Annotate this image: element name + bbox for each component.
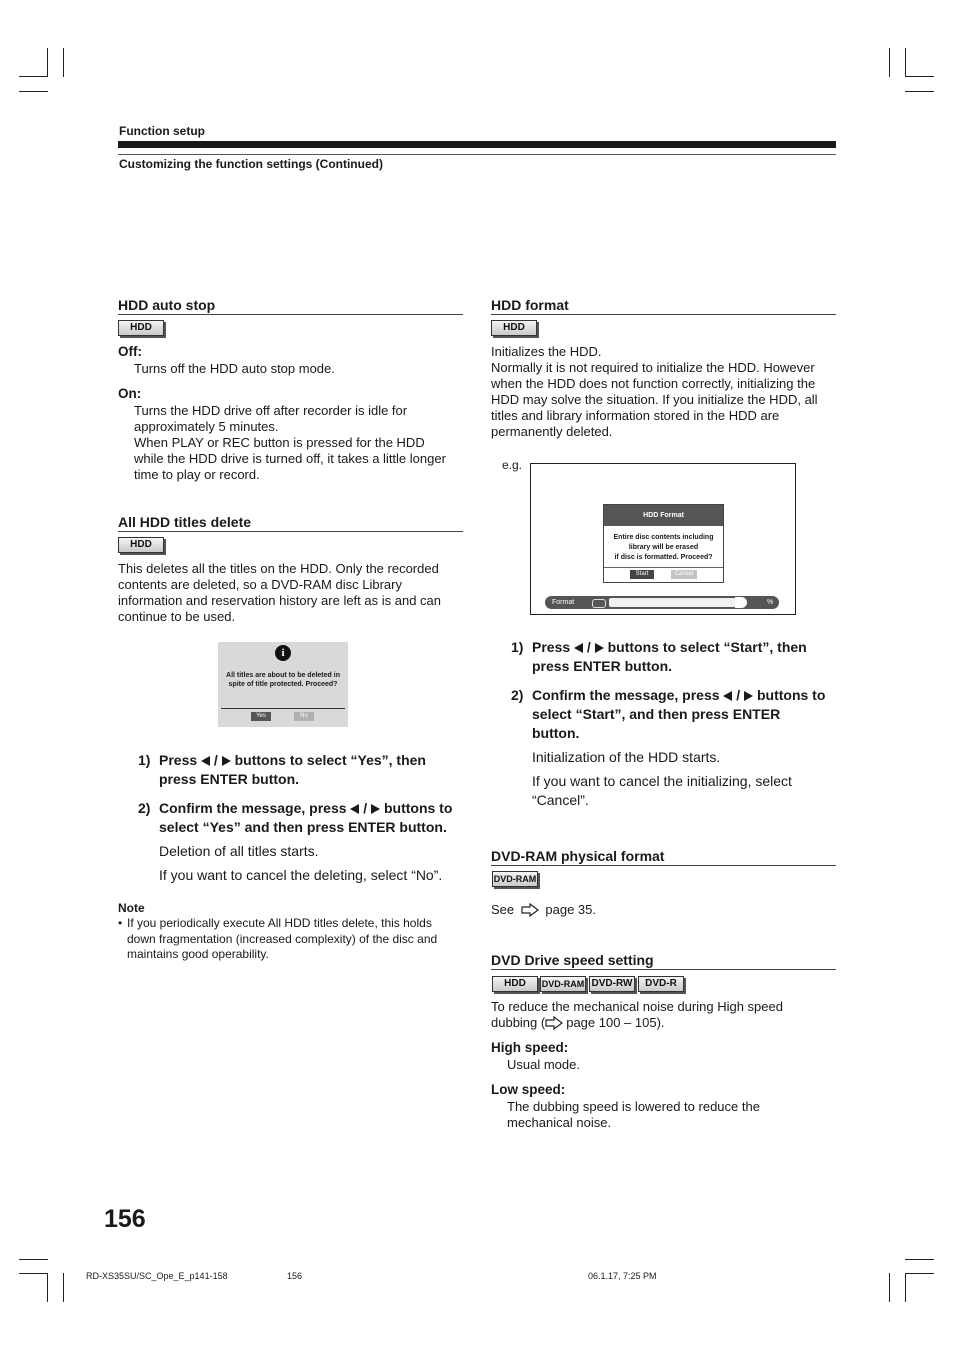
high-speed-text: Usual mode. [507, 1057, 580, 1072]
format-progress-end [735, 597, 747, 608]
hdd-format-description: Initializes the HDD. Normally it is not required to initialize the HDD. However when the HDD does not function correctly, initializing the HDD may solve the situation. If you initialize the HDD, all titles and library information stored in the HDD are permanently deleted. [491, 344, 818, 439]
dvd-ram-tag: DVD-RAM [492, 871, 538, 887]
footer-page: 156 [287, 1271, 303, 1281]
on-text: Turns the HDD drive off after recorder is idle for approximately 5 minutes. When PLAY or REC button is pressed for the HDD while the HDD drive is turned off, it takes a little longer time to play or record. [134, 403, 446, 482]
page-subtitle: Customizing the function settings (Continued) [119, 157, 383, 171]
format-step-1: 1) Press / buttons to select “Start”, then press ENTER button. [511, 639, 807, 674]
footer-date: 06.1.17, 7:25 PM [588, 1271, 657, 1281]
subtitle-rule [118, 154, 836, 155]
format-dialog [603, 504, 724, 583]
right-arrow-icon [222, 756, 231, 766]
note-text: If you periodically execute All HDD titles delete, this holds down fragmentation (increased complexity) of the disc and maintains good operability. [127, 916, 438, 961]
delete-after-2: If you want to cancel the deleting, select “No”. [159, 867, 443, 883]
delete-description: This deletes all the titles on the HDD. Only the recorded contents are deleted, so a DVD-RAM disc Library information and reservation history are left as is and can continue to be used. [118, 561, 442, 624]
speed-description: To reduce the mechanical noise during High speed dubbing ( page 100 – 105). [491, 999, 783, 1030]
note-title: Note [118, 901, 145, 915]
dvd-ram-see-line: See page 35. [491, 902, 596, 917]
hdd-format-title: HDD format [491, 297, 836, 315]
format-bar-label: Format [552, 599, 575, 606]
left-arrow-icon [723, 691, 732, 701]
all-hdd-titles-delete-title: All HDD titles delete [118, 514, 463, 532]
hdd-tag: HDD [118, 320, 164, 336]
dialog-divider [221, 708, 345, 709]
start-button[interactable]: Start [630, 570, 654, 579]
delete-step-1: 1) Press / buttons to select “Yes”, then press ENTER button. [138, 752, 426, 787]
format-step-2: 2) Confirm the message, press / buttons to select “Start”, and then press ENTER button. [511, 687, 826, 741]
format-dialog-title: HDD Format [604, 505, 723, 526]
delete-confirm-dialog [218, 642, 348, 727]
dvd-r-tag: DVD-R [638, 976, 684, 992]
delete-after-1: Deletion of all titles starts. [159, 843, 319, 859]
hdd-tag: HDD [491, 320, 537, 336]
hdd-tag: HDD [118, 537, 164, 553]
off-text: Turns off the HDD auto stop mode. [134, 361, 335, 376]
delete-step-2: 2) Confirm the message, press / buttons to select “Yes” and then press ENTER button. [138, 800, 453, 835]
high-speed-label: High speed: [491, 1040, 569, 1055]
off-label: Off: [118, 344, 142, 359]
left-arrow-icon [201, 756, 210, 766]
percent-label: % [767, 599, 774, 606]
info-icon: i [275, 645, 291, 661]
page-reference-arrow-icon [521, 903, 539, 917]
disc-icon [592, 599, 606, 608]
dvd-ram-tag: DVD-RAM [540, 976, 586, 992]
no-button[interactable]: No [294, 712, 314, 721]
dvd-ram-physical-format-title: DVD-RAM physical format [491, 848, 836, 866]
dvd-rw-tag: DVD-RW [589, 976, 635, 992]
format-dialog-divider [604, 567, 723, 568]
low-speed-label: Low speed: [491, 1082, 566, 1097]
format-progress-bar [545, 596, 779, 609]
format-after-1: Initialization of the HDD starts. [532, 749, 721, 765]
left-arrow-icon [350, 804, 359, 814]
format-dialog-message: Entire disc contents including library will be erased if disc is formatted. Proceed? [613, 534, 714, 561]
cancel-button[interactable]: Cancel [671, 570, 697, 579]
low-speed-text: The dubbing speed is lowered to reduce the mechanical noise. [507, 1099, 760, 1130]
section-header: Function setup [119, 124, 205, 138]
footer-file: RD-XS35SU/SC_Ope_E_p141-158 [86, 1271, 228, 1281]
hdd-format-screen [530, 463, 796, 615]
on-label: On: [118, 386, 142, 401]
delete-dialog-message: All titles are about to be deleted in spite of title protected. Proceed? [226, 672, 340, 688]
format-progress-track [609, 598, 745, 607]
hdd-tag: HDD [492, 976, 538, 992]
right-arrow-icon [371, 804, 380, 814]
eg-label: e.g. [502, 458, 523, 472]
hdd-auto-stop-title: HDD auto stop [118, 297, 463, 315]
page-number: 156 [104, 1205, 146, 1233]
left-arrow-icon [574, 643, 583, 653]
format-after-2: If you want to cancel the initializing, select “Cancel”. [532, 773, 792, 808]
dvd-drive-speed-title: DVD Drive speed setting [491, 952, 836, 970]
right-arrow-icon [595, 643, 604, 653]
note-bullet: • [118, 916, 123, 930]
page-reference-arrow-icon [545, 1016, 563, 1030]
right-arrow-icon [744, 691, 753, 701]
header-rule [118, 141, 836, 148]
yes-button[interactable]: Yes [251, 712, 271, 721]
